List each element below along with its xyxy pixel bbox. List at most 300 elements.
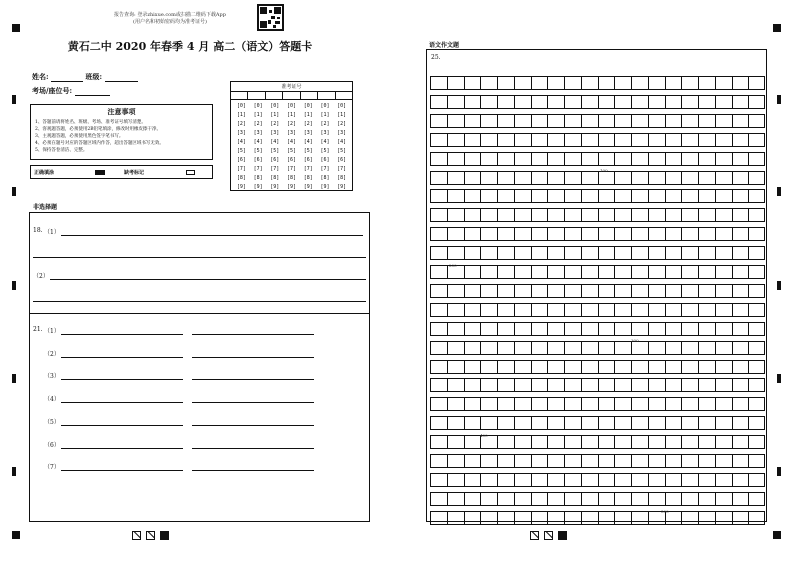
essay-grid-cell[interactable] [547,189,564,203]
essay-grid-cell[interactable] [531,416,548,430]
essay-grid-cell[interactable] [631,492,648,506]
essay-grid-cell[interactable] [547,397,564,411]
essay-grid-cell[interactable] [648,284,665,298]
essay-grid-cell[interactable] [681,435,698,449]
essay-grid-cell[interactable] [631,208,648,222]
essay-grid-cell[interactable] [430,114,447,128]
essay-grid-cell[interactable] [681,171,698,185]
essay-grid-cell[interactable] [480,284,497,298]
essay-grid-cell[interactable] [430,397,447,411]
essay-grid-row[interactable] [430,265,765,279]
exam-digit-bubble[interactable]: [8] [253,175,263,181]
essay-grid-cell[interactable] [430,473,447,487]
essay-grid-cell[interactable] [715,416,732,430]
essay-grid-cell[interactable] [531,246,548,260]
essay-grid-cell[interactable] [732,95,749,109]
essay-grid-cell[interactable] [480,454,497,468]
essay-grid-cell[interactable] [430,76,447,90]
essay-grid-cell[interactable] [531,492,548,506]
essay-grid-cell[interactable] [631,76,648,90]
essay-grid-cell[interactable] [531,473,548,487]
essay-grid-cell[interactable] [464,473,481,487]
essay-grid-cell[interactable] [564,265,581,279]
q21-answer-line[interactable] [61,402,183,403]
essay-grid-cell[interactable] [564,284,581,298]
essay-grid-cell[interactable] [698,416,715,430]
essay-grid-cell[interactable] [631,435,648,449]
essay-grid-cell[interactable] [614,360,631,374]
class-input[interactable] [105,74,138,82]
essay-grid-cell[interactable] [547,76,564,90]
essay-grid-row[interactable] [430,473,765,487]
essay-grid-row[interactable] [430,95,765,109]
essay-grid-cell[interactable] [514,341,531,355]
essay-grid-cell[interactable] [732,189,749,203]
essay-grid-cell[interactable] [547,133,564,147]
essay-grid-cell[interactable] [681,76,698,90]
essay-grid-cell[interactable] [447,227,464,241]
essay-grid-cell[interactable] [547,416,564,430]
essay-grid-cell[interactable] [581,454,598,468]
essay-grid-cell[interactable] [581,492,598,506]
essay-grid-row[interactable] [430,246,765,260]
essay-grid-cell[interactable] [464,171,481,185]
essay-grid-cell[interactable] [698,208,715,222]
essay-grid-cell[interactable] [531,265,548,279]
essay-grid-cell[interactable] [598,454,615,468]
essay-grid-cell[interactable] [497,360,514,374]
essay-grid-cell[interactable] [480,378,497,392]
essay-grid-cell[interactable] [748,152,765,166]
essay-grid-cell[interactable] [732,473,749,487]
essay-grid-cell[interactable] [447,397,464,411]
essay-grid-cell[interactable] [665,454,682,468]
essay-grid-cell[interactable] [547,378,564,392]
essay-grid-cell[interactable] [514,378,531,392]
essay-grid-cell[interactable] [447,171,464,185]
exam-digit-bubble[interactable]: [1] [337,112,347,118]
essay-grid-cell[interactable] [614,341,631,355]
essay-grid-cell[interactable] [748,454,765,468]
essay-grid-cell[interactable] [732,397,749,411]
essay-grid-cell[interactable] [447,246,464,260]
essay-grid-cell[interactable] [581,265,598,279]
essay-grid-cell[interactable] [430,152,447,166]
exam-digit-bubble[interactable]: [6] [253,157,263,163]
exam-digit-bubble[interactable]: [7] [337,166,347,172]
essay-grid-cell[interactable] [631,322,648,336]
essay-grid-cell[interactable] [480,76,497,90]
exam-digit-bubble[interactable]: [2] [303,121,313,127]
essay-grid-cell[interactable] [698,341,715,355]
essay-grid-cell[interactable] [698,171,715,185]
essay-grid-cell[interactable] [648,95,665,109]
essay-grid-cell[interactable] [564,189,581,203]
essay-grid-cell[interactable] [564,360,581,374]
essay-grid-cell[interactable] [631,284,648,298]
essay-grid-cell[interactable] [497,322,514,336]
exam-digit-bubble[interactable]: [0] [320,103,330,109]
essay-grid-cell[interactable] [497,341,514,355]
essay-grid-cell[interactable] [514,284,531,298]
essay-grid-cell[interactable] [732,171,749,185]
essay-grid-cell[interactable] [464,435,481,449]
essay-grid-cell[interactable] [732,76,749,90]
essay-grid-cell[interactable] [547,95,564,109]
essay-grid-cell[interactable] [564,152,581,166]
essay-grid-cell[interactable] [447,152,464,166]
essay-grid-cell[interactable] [564,454,581,468]
essay-grid-cell[interactable] [514,189,531,203]
essay-grid-cell[interactable] [464,378,481,392]
essay-grid-cell[interactable] [531,454,548,468]
essay-grid-cell[interactable] [698,114,715,128]
essay-grid-cell[interactable] [648,246,665,260]
essay-grid-cell[interactable] [614,171,631,185]
essay-grid-cell[interactable] [514,397,531,411]
essay-grid-cell[interactable] [748,378,765,392]
essay-grid-cell[interactable] [547,360,564,374]
essay-grid-cell[interactable] [464,454,481,468]
essay-grid-cell[interactable] [648,454,665,468]
essay-grid-cell[interactable] [665,171,682,185]
essay-grid-cell[interactable] [447,454,464,468]
essay-grid-row[interactable] [430,114,765,128]
essay-grid-cell[interactable] [732,227,749,241]
essay-grid-cell[interactable] [614,246,631,260]
essay-grid-cell[interactable] [631,511,648,525]
exam-digit-bubble[interactable]: [4] [253,139,263,145]
essay-grid-cell[interactable] [631,397,648,411]
exam-digit-bubble[interactable]: [6] [287,157,297,163]
essay-grid-row[interactable] [430,152,765,166]
essay-grid-cell[interactable] [631,133,648,147]
essay-grid-cell[interactable] [681,454,698,468]
essay-grid-cell[interactable] [547,171,564,185]
essay-grid-row[interactable] [430,378,765,392]
essay-grid-cell[interactable] [598,397,615,411]
essay-grid-cell[interactable] [480,416,497,430]
essay-grid-cell[interactable] [715,473,732,487]
essay-grid-cell[interactable] [480,322,497,336]
essay-grid-cell[interactable] [497,454,514,468]
essay-grid-cell[interactable] [631,473,648,487]
exam-digit-bubble[interactable]: [0] [287,103,297,109]
essay-grid-cell[interactable] [631,303,648,317]
essay-grid-cell[interactable] [480,511,497,525]
essay-grid-cell[interactable] [497,95,514,109]
essay-grid-cell[interactable] [430,341,447,355]
exam-digit-bubble[interactable]: [5] [320,148,330,154]
essay-grid-cell[interactable] [547,284,564,298]
essay-grid-cell[interactable] [681,378,698,392]
essay-grid-cell[interactable] [698,303,715,317]
essay-grid-cell[interactable] [480,492,497,506]
exam-digit-bubble[interactable]: [2] [337,121,347,127]
essay-grid-cell[interactable] [497,152,514,166]
essay-grid-cell[interactable] [715,208,732,222]
essay-grid-cell[interactable] [531,152,548,166]
essay-grid-cell[interactable] [748,114,765,128]
essay-grid-cell[interactable] [665,284,682,298]
essay-grid-cell[interactable] [732,322,749,336]
exam-digit-bubble[interactable]: [5] [303,148,313,154]
essay-grid-cell[interactable] [665,416,682,430]
essay-grid-cell[interactable] [681,397,698,411]
essay-grid-cell[interactable] [648,114,665,128]
essay-grid-cell[interactable] [497,133,514,147]
essay-grid-cell[interactable] [648,322,665,336]
essay-grid-cell[interactable] [715,227,732,241]
essay-grid-cell[interactable] [447,473,464,487]
essay-grid-cell[interactable] [715,303,732,317]
essay-grid-cell[interactable] [681,492,698,506]
essay-grid-cell[interactable] [614,378,631,392]
essay-grid-cell[interactable] [464,397,481,411]
essay-grid-cell[interactable] [681,511,698,525]
essay-grid-cell[interactable] [447,416,464,430]
essay-grid-cell[interactable] [748,511,765,525]
essay-grid-cell[interactable] [598,246,615,260]
essay-grid-cell[interactable] [648,378,665,392]
essay-grid-cell[interactable] [598,435,615,449]
essay-grid-cell[interactable] [430,208,447,222]
essay-grid-cell[interactable] [581,341,598,355]
essay-grid-cell[interactable] [531,133,548,147]
essay-grid-cell[interactable] [598,511,615,525]
essay-grid-cell[interactable] [715,397,732,411]
essay-grid-cell[interactable] [497,208,514,222]
essay-grid-cell[interactable] [430,511,447,525]
essay-grid-cell[interactable] [598,189,615,203]
essay-grid-cell[interactable] [581,133,598,147]
exam-digit-bubble[interactable]: [2] [253,121,263,127]
exam-digit-bubble[interactable]: [5] [236,148,246,154]
exam-digit-bubble[interactable]: [2] [270,121,280,127]
q18-part1-line[interactable] [61,235,363,236]
essay-grid-cell[interactable] [531,360,548,374]
essay-grid-cell[interactable] [464,152,481,166]
q21-answer-line[interactable] [192,334,314,335]
essay-grid-cell[interactable] [430,171,447,185]
essay-grid-cell[interactable] [531,227,548,241]
essay-grid-cell[interactable] [514,416,531,430]
exam-digit-bubble[interactable]: [5] [270,148,280,154]
essay-grid-cell[interactable] [631,246,648,260]
q21-answer-line[interactable] [192,425,314,426]
essay-grid-cell[interactable] [748,95,765,109]
essay-grid-cell[interactable] [497,492,514,506]
essay-grid-cell[interactable] [598,133,615,147]
essay-grid-cell[interactable] [531,114,548,128]
essay-grid-cell[interactable] [497,246,514,260]
essay-grid-cell[interactable] [748,284,765,298]
essay-grid-cell[interactable] [614,114,631,128]
essay-grid-cell[interactable] [598,416,615,430]
essay-grid-row[interactable] [430,189,765,203]
essay-grid-cell[interactable] [665,114,682,128]
exam-digit-bubble[interactable]: [9] [270,184,280,190]
essay-grid-cell[interactable] [497,416,514,430]
essay-grid-cell[interactable] [447,492,464,506]
essay-grid-cell[interactable] [547,341,564,355]
essay-grid-cell[interactable] [748,303,765,317]
essay-grid-cell[interactable] [480,152,497,166]
essay-grid-cell[interactable] [614,511,631,525]
essay-grid-cell[interactable] [631,95,648,109]
essay-grid-cell[interactable] [581,378,598,392]
essay-grid-cell[interactable] [480,171,497,185]
essay-grid-cell[interactable] [698,454,715,468]
essay-grid-cell[interactable] [564,322,581,336]
essay-grid-cell[interactable] [480,246,497,260]
essay-grid-cell[interactable] [564,303,581,317]
essay-grid-cell[interactable] [531,284,548,298]
room-input[interactable] [75,88,110,96]
essay-grid-cell[interactable] [631,360,648,374]
essay-grid-cell[interactable] [698,246,715,260]
essay-grid-cell[interactable] [581,114,598,128]
essay-grid-cell[interactable] [531,378,548,392]
essay-grid-cell[interactable] [681,227,698,241]
essay-grid-cell[interactable] [748,265,765,279]
essay-grid-row[interactable] [430,171,765,185]
essay-grid-cell[interactable] [531,341,548,355]
essay-grid-cell[interactable] [698,378,715,392]
essay-grid-cell[interactable] [748,246,765,260]
essay-grid-cell[interactable] [681,152,698,166]
exam-digit-bubble[interactable]: [9] [236,184,246,190]
exam-digit-bubble[interactable]: [7] [270,166,280,172]
exam-digit-bubble[interactable]: [3] [270,130,280,136]
essay-grid-cell[interactable] [598,152,615,166]
exam-digit-bubble[interactable]: [3] [320,130,330,136]
essay-grid-cell[interactable] [480,303,497,317]
essay-grid-cell[interactable] [430,133,447,147]
essay-grid-cell[interactable] [698,95,715,109]
essay-grid-cell[interactable] [732,492,749,506]
essay-grid-cell[interactable] [614,416,631,430]
exam-digit-bubble[interactable]: [6] [337,157,347,163]
essay-grid-cell[interactable] [715,189,732,203]
essay-grid-cell[interactable] [648,171,665,185]
essay-grid-cell[interactable] [681,303,698,317]
q21-answer-line[interactable] [61,334,183,335]
essay-grid-cell[interactable] [564,76,581,90]
essay-grid-row[interactable] [430,511,765,525]
essay-grid-cell[interactable] [497,227,514,241]
essay-grid-cell[interactable] [598,473,615,487]
essay-grid-cell[interactable] [748,189,765,203]
exam-digit-bubble[interactable]: [4] [320,139,330,145]
essay-grid-cell[interactable] [464,303,481,317]
essay-grid-cell[interactable] [464,114,481,128]
essay-grid-cell[interactable] [598,322,615,336]
essay-grid-cell[interactable] [581,397,598,411]
essay-grid-cell[interactable] [531,397,548,411]
essay-grid-cell[interactable] [497,303,514,317]
essay-grid-cell[interactable] [447,360,464,374]
essay-grid-cell[interactable] [514,265,531,279]
essay-grid-cell[interactable] [547,492,564,506]
essay-grid-cell[interactable] [698,76,715,90]
exam-digit-bubble[interactable]: [1] [303,112,313,118]
essay-grid-cell[interactable] [547,473,564,487]
essay-grid-cell[interactable] [430,454,447,468]
essay-grid-cell[interactable] [665,492,682,506]
essay-grid-cell[interactable] [698,152,715,166]
essay-grid-cell[interactable] [464,95,481,109]
essay-grid-cell[interactable] [598,341,615,355]
essay-grid-cell[interactable] [648,265,665,279]
exam-digit-bubble[interactable]: [3] [287,130,297,136]
exam-digit-bubble[interactable]: [4] [236,139,246,145]
essay-grid-cell[interactable] [748,208,765,222]
essay-grid-cell[interactable] [631,416,648,430]
essay-grid-cell[interactable] [598,378,615,392]
essay-grid-cell[interactable] [748,435,765,449]
exam-digit-bubble[interactable]: [1] [253,112,263,118]
exam-digit-bubble[interactable]: [3] [236,130,246,136]
essay-grid-cell[interactable] [531,435,548,449]
essay-grid-cell[interactable] [564,246,581,260]
essay-grid-row[interactable] [430,360,765,374]
exam-digit-bubble[interactable]: [6] [303,157,313,163]
exam-digit-bubble[interactable]: [4] [337,139,347,145]
essay-grid-cell[interactable] [732,454,749,468]
exam-digit-bubble[interactable]: [0] [337,103,347,109]
essay-grid-cell[interactable] [665,76,682,90]
essay-grid-cell[interactable] [447,208,464,222]
essay-grid-cell[interactable] [715,492,732,506]
essay-grid-cell[interactable] [665,397,682,411]
essay-grid-cell[interactable] [715,341,732,355]
essay-grid-cell[interactable] [497,189,514,203]
q21-answer-line[interactable] [192,448,314,449]
essay-grid-row[interactable] [430,397,765,411]
essay-grid-cell[interactable] [497,378,514,392]
essay-grid-cell[interactable] [430,492,447,506]
q21-answer-line[interactable] [192,402,314,403]
essay-grid-cell[interactable] [564,416,581,430]
essay-grid-cell[interactable] [698,435,715,449]
essay-grid-cell[interactable] [732,246,749,260]
essay-grid-cell[interactable] [547,303,564,317]
essay-grid-cell[interactable] [564,114,581,128]
essay-grid-cell[interactable] [748,171,765,185]
essay-grid-cell[interactable] [430,416,447,430]
essay-grid-cell[interactable] [480,473,497,487]
essay-grid-cell[interactable] [430,435,447,449]
essay-grid-cell[interactable] [497,284,514,298]
exam-digit-bubble[interactable]: [1] [270,112,280,118]
exam-digit-bubble[interactable]: [8] [270,175,280,181]
exam-digit-bubble[interactable]: [6] [236,157,246,163]
essay-grid-cell[interactable] [614,152,631,166]
essay-grid-cell[interactable] [665,303,682,317]
essay-grid-cell[interactable] [598,360,615,374]
name-input[interactable] [51,74,83,82]
essay-grid-cell[interactable] [464,265,481,279]
essay-grid-cell[interactable] [447,322,464,336]
essay-grid-cell[interactable] [614,189,631,203]
essay-grid-row[interactable] [430,454,765,468]
exam-digit-bubble[interactable]: [6] [320,157,330,163]
essay-grid-cell[interactable] [614,95,631,109]
essay-grid-row[interactable] [430,76,765,90]
exam-digit-bubble[interactable]: [0] [270,103,280,109]
essay-grid-cell[interactable] [665,133,682,147]
